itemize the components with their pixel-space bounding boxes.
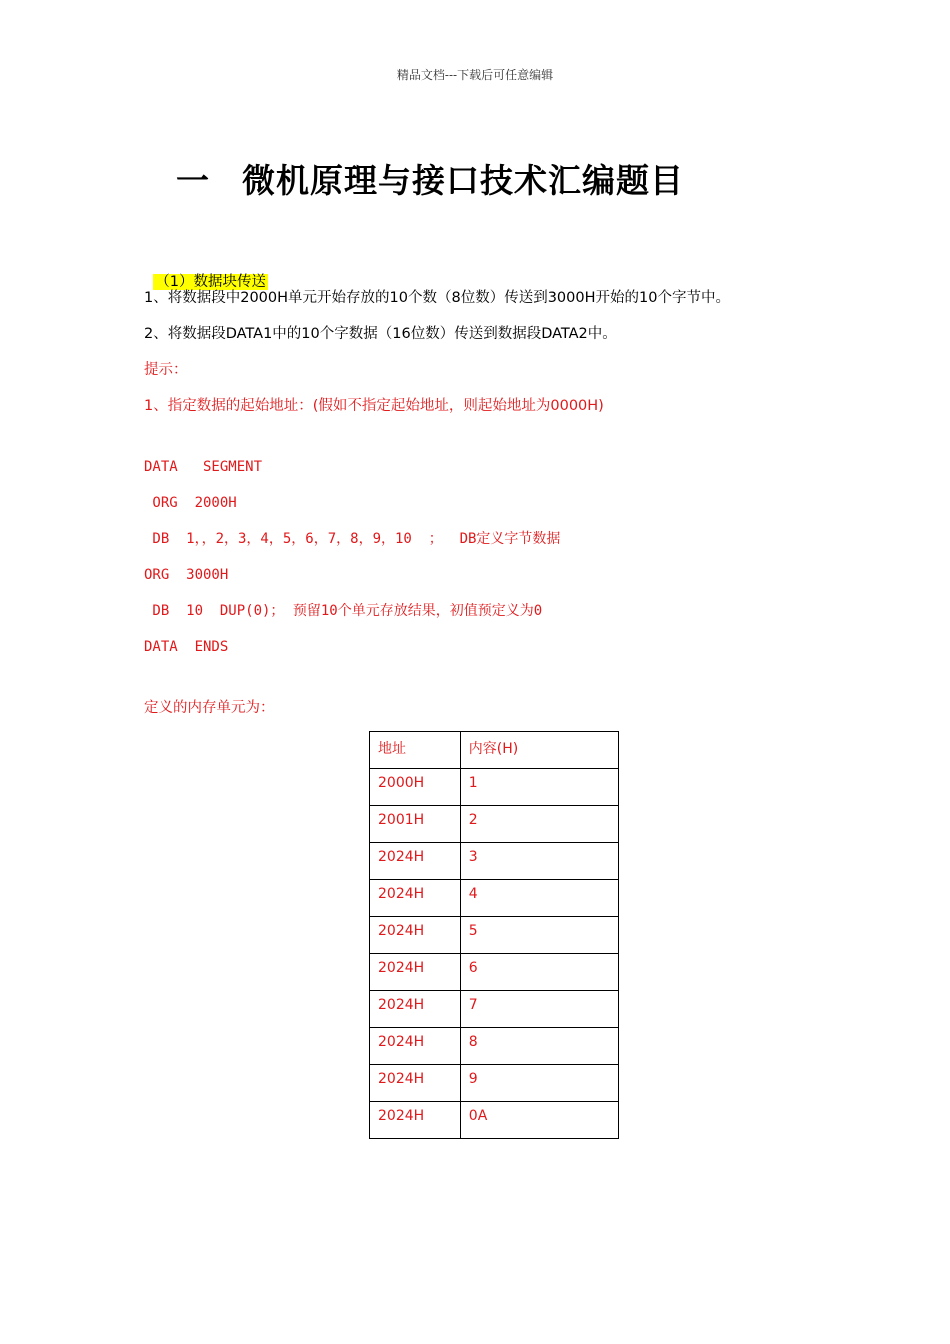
content-cell: 0A bbox=[460, 1102, 618, 1139]
memory-table bbox=[369, 731, 619, 1139]
content-cell: 9 bbox=[460, 1065, 618, 1102]
table-row bbox=[370, 917, 619, 954]
table-row bbox=[370, 991, 619, 1028]
table-row bbox=[370, 1102, 619, 1139]
code-line: ORG 2000H bbox=[144, 495, 237, 511]
content-cell: 8 bbox=[460, 1028, 618, 1065]
page-header-note: 精品文档---下载后可任意编辑 bbox=[396, 68, 554, 82]
title-text: 微机原理与接口技术汇编题目 bbox=[242, 161, 684, 200]
code-line: DATA SEGMENT bbox=[144, 459, 263, 475]
address-cell: 2024H bbox=[370, 1028, 461, 1065]
address-cell: 2001H bbox=[370, 806, 461, 843]
address-cell: 2024H bbox=[370, 843, 461, 880]
address-cell: 2024H bbox=[370, 917, 461, 954]
table-row bbox=[370, 954, 619, 991]
content-cell: 7 bbox=[460, 991, 618, 1028]
memory-caption: 定义的内存单元为： bbox=[144, 700, 275, 716]
table-row bbox=[370, 769, 619, 806]
code-line: DB 10 DUP(0)； 预留10个单元存放结果，初值预定义为0 bbox=[144, 603, 543, 619]
question-2: 2、将数据段DATA1中的10个字数据（16位数）传送到数据段DATA2中。 bbox=[144, 326, 617, 342]
content-cell: 4 bbox=[460, 880, 618, 917]
table-header-row bbox=[370, 732, 619, 769]
title-number: 一 bbox=[176, 161, 210, 200]
section-heading bbox=[144, 252, 268, 292]
address-cell: 2024H bbox=[370, 991, 461, 1028]
table-row bbox=[370, 843, 619, 880]
code-line: ORG 3000H bbox=[144, 567, 229, 583]
content-cell: 1 bbox=[460, 769, 618, 806]
content-cell: 5 bbox=[460, 917, 618, 954]
address-cell: 2024H bbox=[370, 880, 461, 917]
table-row bbox=[370, 880, 619, 917]
hint-item-1: 1、指定数据的起始地址：(假如不指定起始地址，则起始地址为0000H) bbox=[144, 398, 604, 414]
document-title bbox=[176, 155, 684, 202]
content-cell: 3 bbox=[460, 843, 618, 880]
header-cell-address: 地址 bbox=[370, 732, 461, 769]
table-row bbox=[370, 806, 619, 843]
address-cell: 2000H bbox=[370, 769, 461, 806]
table-row bbox=[370, 1028, 619, 1065]
hint-label: 提示： bbox=[144, 362, 188, 378]
question-1: 1、将数据段中2000H单元开始存放的10个数（8位数）传送到3000H开始的10个字节中。 bbox=[144, 290, 730, 306]
address-cell: 2024H bbox=[370, 954, 461, 991]
address-cell: 2024H bbox=[370, 1102, 461, 1139]
code-line: DATA ENDS bbox=[144, 639, 229, 655]
code-line: DB 1，，2，3，4，5，6，7，8，9，10 ； DB定义字节数据 bbox=[144, 531, 561, 547]
content-cell: 2 bbox=[460, 806, 618, 843]
header-cell-content: 内容(H) bbox=[460, 732, 618, 769]
section-label: （1）数据块传送 bbox=[155, 274, 266, 290]
content-cell: 6 bbox=[460, 954, 618, 991]
address-cell: 2024H bbox=[370, 1065, 461, 1102]
table-row bbox=[370, 1065, 619, 1102]
